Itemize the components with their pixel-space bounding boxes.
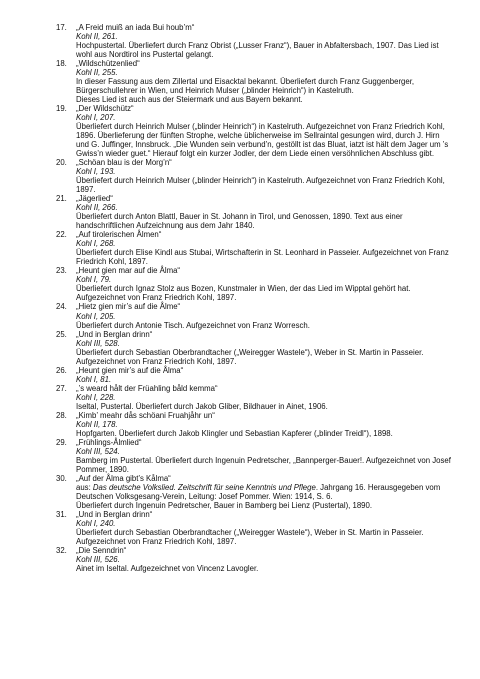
entry-body: [76, 266, 451, 302]
entry-number: 23.: [56, 266, 67, 276]
song-title: „’s weard hålt der Früahling båld kemma“: [76, 383, 218, 393]
entry-number: 29.: [56, 437, 67, 447]
entry-body: [76, 104, 451, 158]
song-entry: [56, 510, 451, 546]
song-entry: [56, 230, 451, 266]
song-title: „Die Senndrin“: [76, 545, 127, 555]
song-entry: [56, 411, 451, 438]
song-entry: [56, 366, 451, 384]
entry-body: [76, 230, 451, 266]
entry-number: 28.: [56, 410, 67, 420]
song-title: „Hietz gien mir’s auf die Ålme“: [76, 302, 181, 312]
source-reference: Kohl I, 193.: [76, 167, 116, 177]
provenance-note: Überliefert durch Elise Kindl aus Stubai, Wirtschafterin in St. Leonhard in Passeier. Aufgezeichnet von Franz Friedrich Kohl, 1897.: [76, 248, 449, 267]
provenance-note: Iseltal, Pustertal. Überliefert durch Jakob Gliber, Bildhauer in Ainet, 1906.: [76, 401, 328, 411]
provenance-note: Überliefert durch Antonie Tisch. Aufgezeichnet von Franz Worresch.: [76, 320, 310, 330]
source-reference: Kohl I, 207.: [76, 113, 116, 123]
entry-number: 27.: [56, 383, 67, 393]
song-entry: [56, 194, 451, 230]
source-reference: Kohl I, 205.: [76, 311, 116, 321]
provenance-note: Dieses Lied ist auch aus der Steiermark und aus Bayern bekannt.: [76, 95, 303, 105]
song-entry: [56, 104, 451, 158]
provenance-note: Hopfgarten. Überliefert durch Jakob Klingler und Sebastian Kapferer („blinder Treidl“), 1898.: [76, 428, 393, 438]
entry-body: [76, 158, 451, 194]
source-reference: Kohl III, 524.: [76, 446, 120, 456]
entry-number: 26.: [56, 365, 67, 375]
song-title: „Auf tirolerischen Ålmen“: [76, 230, 162, 240]
source-reference: Kohl III, 528.: [76, 338, 120, 348]
song-entry: [56, 330, 451, 366]
entry-body: [76, 302, 451, 329]
provenance-note: Überliefert durch Sebastian Oberbrandtacher („Weiregger Wastele“), Weber in St. Martin in Passeier. Aufgezeichnet von Franz Friedrich Kohl, 1897.: [76, 347, 424, 366]
provenance-note: Ainet im Iseltal. Aufgezeichnet von Vincenz Lavogler.: [76, 563, 259, 573]
song-entry: [56, 384, 451, 411]
provenance-note: Überliefert durch Heinrich Mulser („blinder Heinrich“) in Kastelruth. Aufgezeichnet von Franz Friedrich Kohl, 1897.: [76, 176, 445, 195]
provenance-note: Hochpustertal. Überliefert durch Franz Obrist („Lusser Franz“), Bauer in Abfaltersbach, 1907. Das Lied ist wohl aus Nordtirol ins Pustertal gelangt.: [76, 41, 439, 60]
song-title: „Der Wildschütz“: [76, 104, 134, 114]
entry-number: 17.: [56, 23, 67, 32]
source-reference: Kohl I, 268.: [76, 239, 116, 249]
song-entry: [56, 474, 451, 510]
entry-body: [76, 194, 451, 230]
entry-number: 30.: [56, 473, 67, 483]
entry-number: 19.: [56, 104, 67, 114]
source-reference: Kohl II, 261.: [76, 32, 118, 42]
provenance-note: Überliefert durch Sebastian Oberbrandtacher („Weiregger Wastele“), Weber in St. Martin in Passeier. Aufgezeichnet von Franz Friedrich Kohl, 1897.: [76, 527, 424, 546]
source-reference: Kohl I, 81.: [76, 374, 112, 384]
entry-number: 21.: [56, 194, 67, 204]
source-reference: Kohl III, 526.: [76, 554, 120, 564]
song-notes-list: [56, 23, 451, 573]
song-title: „Frühlings-Ålmlied“: [76, 437, 142, 447]
source-reference: Kohl II, 266.: [76, 203, 118, 213]
provenance-note: aus: Das deutsche Volkslied. Zeitschrift für seine Kenntnis und Pflege. Jahrgang 16. Herausgegeben vom Deutschen Volksgesang-Verein, Leitung: Josef Pommer. Wien: 1914, S. 6.: [76, 482, 441, 501]
entry-body: [76, 59, 451, 104]
entry-number: 31.: [56, 509, 67, 519]
entry-number: 24.: [56, 302, 67, 312]
entry-number: 20.: [56, 158, 67, 168]
entry-body: [76, 366, 451, 384]
song-title: „Und in Berglan drinn“: [76, 509, 153, 519]
source-prefix: aus:: [76, 482, 93, 492]
song-entry: [56, 23, 451, 59]
song-title: „A Freid muiß an iada Bui houb’m“: [76, 23, 195, 32]
provenance-note: In dieser Fassung aus dem Zillertal und Eisacktal bekannt. Überliefert durch Franz Guggenberger, Bürgerschullehrer in Wien, und Heinrich Mulser („blinder Heinrich“) in Kastelruth.: [76, 77, 415, 96]
source-publication-title: Das deutsche Volkslied. Zeitschrift für seine Kenntnis und Pflege: [92, 482, 316, 492]
song-entry: [56, 59, 451, 104]
song-title: „Kimb’ meahr dås schöani Fruahjåhr un“: [76, 410, 215, 420]
source-reference: Kohl I, 228.: [76, 392, 116, 402]
song-entry: [56, 266, 451, 302]
provenance-note: Bamberg im Pustertal. Überliefert durch Ingenuin Pedretscher, „Bannperger-Bauer!. Aufgezeichnet von Josef Pommer, 1890.: [76, 455, 451, 474]
entry-number: 25.: [56, 329, 67, 339]
source-reference: Kohl I, 240.: [76, 518, 116, 528]
provenance-note: Überliefert durch Ingenuin Pedretscher, Bauer in Bamberg bei Lienz (Pustertal), 1890.: [76, 500, 373, 510]
song-title: „Heunt gien mar auf die Ålma“: [76, 266, 181, 276]
entry-body: [76, 474, 451, 510]
source-details: Jahrgang 16. Herausgegeben vom Deutschen Volksgesang-Verein, Leitung: Josef Pommer. Wien: 1914, S. 6.: [76, 482, 441, 501]
song-entry: [56, 158, 451, 194]
entry-body: [76, 510, 451, 546]
song-entry: [56, 546, 451, 573]
song-title: „Und in Berglan drinn“: [76, 329, 153, 339]
song-title: „Schöan blau is der Morg’n“: [76, 158, 172, 168]
entry-body: [76, 438, 451, 474]
entry-number: 22.: [56, 230, 67, 240]
entry-number: 32.: [56, 545, 67, 555]
entry-body: [76, 384, 451, 411]
entry-body: [76, 411, 451, 438]
song-title: „Wildschützenlied“: [76, 59, 140, 69]
provenance-note: Überliefert durch Anton Blattl, Bauer in St. Johann in Tirol, und Genossen, 1890. Text aus einer handschriftlichen Aufzeichnung aus dem Jahr 1840.: [76, 212, 403, 231]
song-title: „Auf der Ålma gibt’s Kålma“: [76, 473, 171, 483]
entry-number: 18.: [56, 59, 67, 69]
song-entry: [56, 302, 451, 329]
entry-body: [76, 23, 451, 59]
song-title: „Jägerlied“: [76, 194, 113, 204]
source-reference: Kohl II, 178.: [76, 419, 118, 429]
source-reference: Kohl I, 79.: [76, 275, 112, 285]
entry-body: [76, 330, 451, 366]
entry-body: [76, 546, 451, 573]
provenance-note: Überliefert durch Heinrich Mulser („blinder Heinrich“) in Kastelruth. Aufgezeichnet von Franz Friedrich Kohl, 1896. Überlieferung der fünften Strophe, welche üblicherweise im Sellraintal gesungen wird, durch J. Hirn und G. Juffinger, Innsbruck. „Die Wunden sein verbund’n, gestöllt ist das Bluat, iatzt ist hält dem Jager um ’s Gwiss’n wieder guet.“ Hierauf folgt ein kurzer Jodler, der dem Liede einen versöhnlichen Abschluss gibt.: [76, 122, 449, 159]
song-title: „Heunt gien mir’s auf die Ålma“: [76, 365, 184, 375]
song-entry: [56, 438, 451, 474]
provenance-note: Überliefert durch Ignaz Stolz aus Bozen, Kunstmaler in Wien, der das Lied im Wipptal gehört hat. Aufgezeichnet von Franz Friedrich Kohl, 1897.: [76, 284, 411, 303]
source-reference: Kohl II, 255.: [76, 68, 118, 78]
